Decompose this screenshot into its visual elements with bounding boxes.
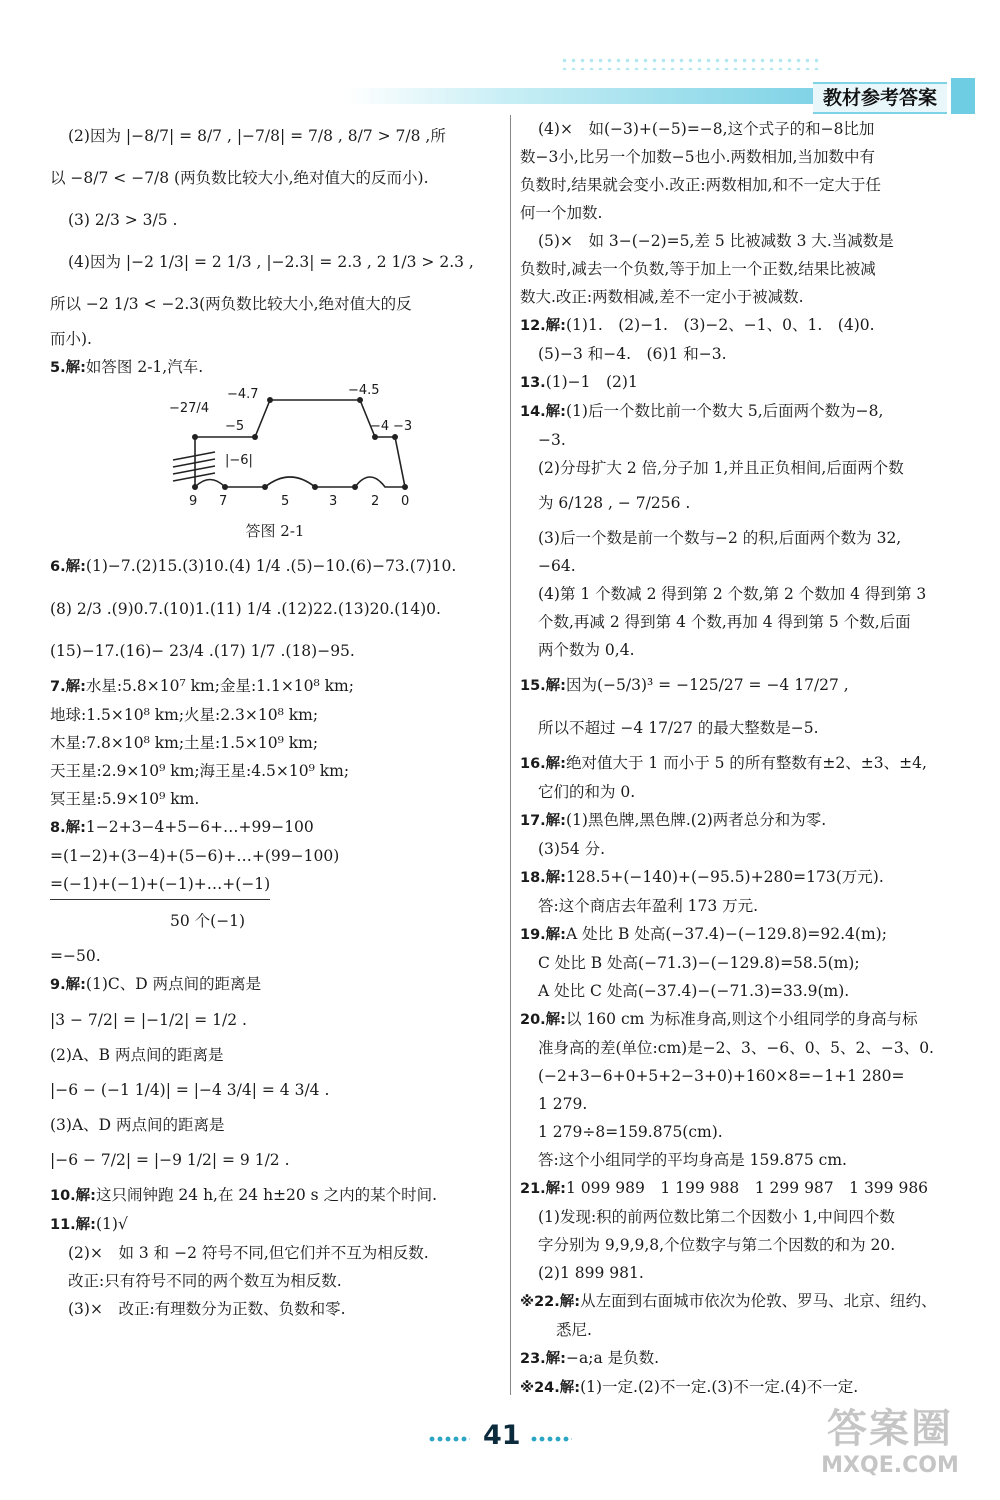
q15-text: 因为(−5/3)³ = −125/27 = −4 17/27 , (566, 676, 849, 694)
q4-part4-line2: 所以 −2 1/3 < −2.3(两负数比较大小,绝对值大的反 (50, 295, 412, 313)
q19-text: A 处比 B 处高(−37.4)−(−129.8)=92.4(m); (566, 925, 887, 943)
q7-line2: 地球:1.5×10⁸ km;火星:2.3×10⁸ km; (50, 706, 319, 724)
q8-line4: =−50. (50, 947, 101, 965)
q8-underbrace-sum: =(−1)+(−1)+(−1)+…+(−1) (50, 870, 270, 900)
header-decoration (560, 56, 820, 70)
q10-text: 这只闹钟跑 24 h,在 24 h±20 s 之内的某个时间. (96, 1186, 437, 1204)
q9-line6: |−6 − 7/2| = |−9 1/2| = 9 1/2 . (50, 1151, 290, 1169)
car-figure (165, 382, 425, 517)
figure-label: −3 (393, 419, 413, 434)
header-band (345, 88, 815, 104)
header-title: 教材参考答案 (813, 82, 947, 114)
q13-number: 13. (520, 375, 546, 391)
q4-part3: (3) 2/3 > 3/5 . (68, 211, 178, 229)
q11-5-line3: 数大.改正:两数相减,差不一定小于被减数. (520, 288, 804, 306)
q14-line5: (3)后一个数是前一个数与−2 的积,后面两个数为 32, (538, 529, 902, 547)
q14-line4: 为 6/128 , − 7/256 . (538, 494, 691, 512)
q11-4-line4: 何一个加数. (520, 204, 603, 222)
figure-label: −4.7 (227, 387, 259, 402)
q13-text: (1)−1 (2)1 (545, 373, 638, 391)
q23-answer (520, 1344, 975, 1373)
q15-number: 15.解: (520, 678, 566, 694)
q12-line1 (520, 311, 975, 340)
q8-line1 (50, 813, 500, 842)
q14-line2: −3. (538, 431, 566, 449)
q9-number: 9.解: (50, 977, 86, 993)
q16-line1 (520, 749, 975, 778)
q7-line3: 木星:7.8×10⁸ km;土星:1.5×10⁹ km; (50, 734, 319, 752)
q9-line5: (3)A、D 两点间的距离是 (50, 1116, 225, 1134)
column-divider (510, 115, 511, 1395)
q9-line4: |−6 − (−1 1/4)| = |−4 3/4| = 4 3/4 . (50, 1081, 330, 1099)
q20-text: 以 160 cm 为标准身高,则这个小组同学的身高与标 (566, 1010, 918, 1028)
q7-number: 7.解: (50, 679, 86, 695)
q6-line1 (50, 545, 500, 588)
q11-number: 11.解: (50, 1217, 96, 1233)
q22-text: 从左面到右面城市依次为伦敦、罗马、北京、纽约、 (580, 1292, 937, 1310)
figure-label: −4.5 (348, 383, 380, 398)
watermark (795, 1405, 985, 1490)
q14-line7: (4)第 1 个数减 2 得到第 2 个数,第 2 个数加 4 得到第 3 (538, 585, 927, 603)
q20-line3: (−2+3−6+0+5+2−3+0)+160×8=−1+1 280= (538, 1067, 905, 1085)
q11-5-line2: 负数时,减去一个负数,等于加上一个正数,结果比被减 (520, 260, 876, 278)
q15-line1 (520, 664, 975, 707)
figure-label: 0 (401, 494, 410, 509)
footer-decoration-right (530, 1436, 572, 1442)
q5-answer (50, 353, 500, 382)
q16-line2: 它们的和为 0. (538, 783, 636, 801)
figure-label: 7 (219, 494, 228, 509)
q20-line2: 准身高的差(单位:cm)是−2、3、−6、0、5、2、−3、0. (538, 1039, 934, 1057)
q24-answer (520, 1373, 975, 1402)
q14-line9: 两个数为 0,4. (538, 641, 635, 659)
q12-number: 12.解: (520, 318, 566, 334)
q14-line3: (2)分母扩大 2 倍,分子加 1,并且正负相间,后面两个数 (538, 459, 904, 477)
q15-line2: 所以不超过 −4 17/27 的最大整数是−5. (538, 719, 819, 737)
q10-number: 10.解: (50, 1188, 96, 1204)
q17-number: 17.解: (520, 813, 566, 829)
q7-text: 水星:5.8×10⁷ km;金星:1.1×10⁸ km; (85, 677, 354, 695)
q21-line2: (1)发现:积的前两位数比第二个因数小 1,中间四个数 (538, 1208, 895, 1226)
q7-line1 (50, 672, 500, 701)
q23-number: 23.解: (520, 1351, 566, 1367)
q11-4-line2: 数−3小,比另一个加数−5也小.两数相加,当加数中有 (520, 148, 875, 166)
figure-label: −27/4 (169, 401, 210, 416)
q21-text: 1 099 989 1 199 988 1 299 987 1 399 986 (566, 1179, 929, 1197)
figure-label: 3 (329, 494, 338, 509)
q8-line2: =(1−2)+(3−4)+(5−6)+…+(99−100) (50, 847, 340, 865)
q17-line2: (3)54 分. (538, 840, 606, 858)
q8-line3 (50, 870, 500, 900)
right-column (520, 115, 975, 1402)
q14-line1 (520, 397, 975, 426)
q14-number: 14.解: (520, 404, 566, 420)
q10-answer (50, 1181, 500, 1210)
q16-number: 16.解: (520, 756, 566, 772)
q5-text: 如答图 2-1,汽车. (85, 358, 204, 376)
q24-number: ※24.解: (520, 1380, 581, 1396)
q17-line1 (520, 806, 975, 835)
q20-line4: 1 279. (538, 1095, 588, 1113)
q4-part4-line1: (4)因为 |−2 1/3| = 2 1/3 , |−2.3| = 2.3 , 2 1/3 > 2.3 , (68, 253, 474, 271)
q6-number: 6.解: (50, 559, 86, 575)
q20-number: 20.解: (520, 1012, 566, 1028)
watermark-url: MXQE.COM (821, 1453, 959, 1478)
watermark-logo: 答案圈 (827, 1406, 953, 1452)
q11-4-line1: (4)× 如(−3)+(−5)=−8,这个式子的和−8比加 (538, 120, 875, 138)
q17-text: (1)黑色牌,黑色牌.(2)两者总分和为零. (566, 811, 827, 829)
q14-text: (1)后一个数比前一个数大 5,后面两个数为−8, (566, 402, 884, 420)
q11-text: (1)√ (96, 1215, 128, 1233)
q20-line1 (520, 1005, 975, 1034)
header-tab-marker (951, 78, 975, 114)
q12-line2: (5)−3 和−4. (6)1 和−3. (538, 345, 727, 363)
q11-line2: (2)× 如 3 和 −2 符号不同,但它们并不互为相反数. (68, 1244, 429, 1262)
q22-line1 (520, 1287, 975, 1316)
q11-line4: (3)× 改正:有理数分为正数、负数和零. (68, 1300, 346, 1318)
q21-line3: 字分别为 9,9,9,8,个位数字与第二个因数的和为 20. (538, 1236, 896, 1254)
q14-line8: 个数,再减 2 得到第 4 个数,再加 4 得到第 5 个数,后面 (538, 613, 911, 631)
q6-text: (1)−7.(2)15.(3)10.(4) 1/4 .(5)−10.(6)−73.(7)10. (85, 557, 457, 575)
q19-number: 19.解: (520, 927, 566, 943)
q23-text: −a;a 是负数. (566, 1349, 660, 1367)
q20-line5: 1 279÷8=159.875(cm). (538, 1123, 723, 1141)
q22-line2: 悉尼. (556, 1321, 592, 1339)
q21-number: 21.解: (520, 1181, 566, 1197)
q6-line3: (15)−17.(16)− 23/4 .(17) 1/7 .(18)−95. (50, 642, 355, 660)
q9-line2: |3 − 7/2| = |−1/2| = 1/2 . (50, 1011, 247, 1029)
q12-text: (1)1. (2)−1. (3)−2、−1、0、1. (4)0. (566, 316, 875, 334)
q7-line4: 天王星:2.9×10⁹ km;海王星:4.5×10⁹ km; (50, 762, 350, 780)
q18-line1 (520, 863, 975, 892)
q14-line6: −64. (538, 557, 576, 575)
figure-label: −4 (370, 419, 390, 434)
q9-line1 (50, 970, 500, 999)
page-header (345, 76, 975, 112)
q11-line1 (50, 1210, 500, 1239)
q18-number: 18.解: (520, 870, 566, 886)
q19-line3: A 处比 C 处高(−37.4)−(−71.3)=33.9(m). (538, 982, 850, 1000)
figure-label: |−6| (225, 453, 253, 468)
q19-line2: C 处比 B 处高(−71.3)−(−129.8)=58.5(m); (538, 954, 860, 972)
q8-number: 8.解: (50, 820, 86, 836)
q4-part2-line1: (2)因为 |−8/7| = 8/7 , |−7/8| = 7/8 , 8/7 > 7/8 ,所 (68, 127, 446, 145)
q18-text: 128.5+(−140)+(−95.5)+280=173(万元). (566, 868, 884, 886)
q11-4-line3: 负数时,结果就会变小.改正:两数相加,和不一定大于任 (520, 176, 882, 194)
left-column (50, 115, 500, 1323)
q16-text: 绝对值大于 1 而小于 5 的所有整数有±2、±3、±4, (566, 754, 927, 772)
q11-line3: 改正:只有符号不同的两个数互为相反数. (68, 1272, 342, 1290)
q6-line2: (8) 2/3 .(9)0.7.(10)1.(11) 1/4 .(12)22.(13)20.(14)0. (50, 600, 441, 618)
q24-text: (1)一定.(2)不一定.(3)不一定.(4)不一定. (580, 1378, 859, 1396)
q8-text: 1−2+3−4+5−6+…+99−100 (85, 818, 314, 836)
q11-5-line1: (5)× 如 3−(−2)=5,差 5 比被减数 3 大.当减数是 (538, 232, 894, 250)
q21-line4: (2)1 899 981. (538, 1264, 644, 1282)
figure-label: 9 (189, 494, 198, 509)
q22-number: ※22.解: (520, 1294, 581, 1310)
q13-answer (520, 368, 975, 397)
q18-line2: 答:这个商店去年盈利 173 万元. (538, 897, 759, 915)
q21-line1 (520, 1174, 975, 1203)
q20-line6: 答:这个小组同学的平均身高是 159.875 cm. (538, 1151, 847, 1169)
q7-line5: 冥王星:5.9×10⁹ km. (50, 790, 200, 808)
figure-caption: 答图 2-1 (245, 522, 305, 540)
figure-label: 2 (371, 494, 380, 509)
q9-text: (1)C、D 两点间的距离是 (85, 975, 262, 993)
q8-brace-label: 50 个(−1) (170, 912, 246, 930)
q5-number: 5.解: (50, 360, 86, 376)
q9-line3: (2)A、B 两点间的距离是 (50, 1046, 224, 1064)
page-number: 41 (483, 1420, 521, 1451)
q4-part2-line2: 以 −8/7 < −7/8 (两负数比较大小,绝对值大的反而小). (50, 169, 429, 187)
footer-decoration-left (428, 1436, 470, 1442)
q4-part4-line3: 而小). (50, 330, 92, 348)
q19-line1 (520, 920, 975, 949)
page-footer (420, 1418, 580, 1458)
figure-label: 5 (281, 494, 290, 509)
figure-label: −5 (225, 419, 245, 434)
